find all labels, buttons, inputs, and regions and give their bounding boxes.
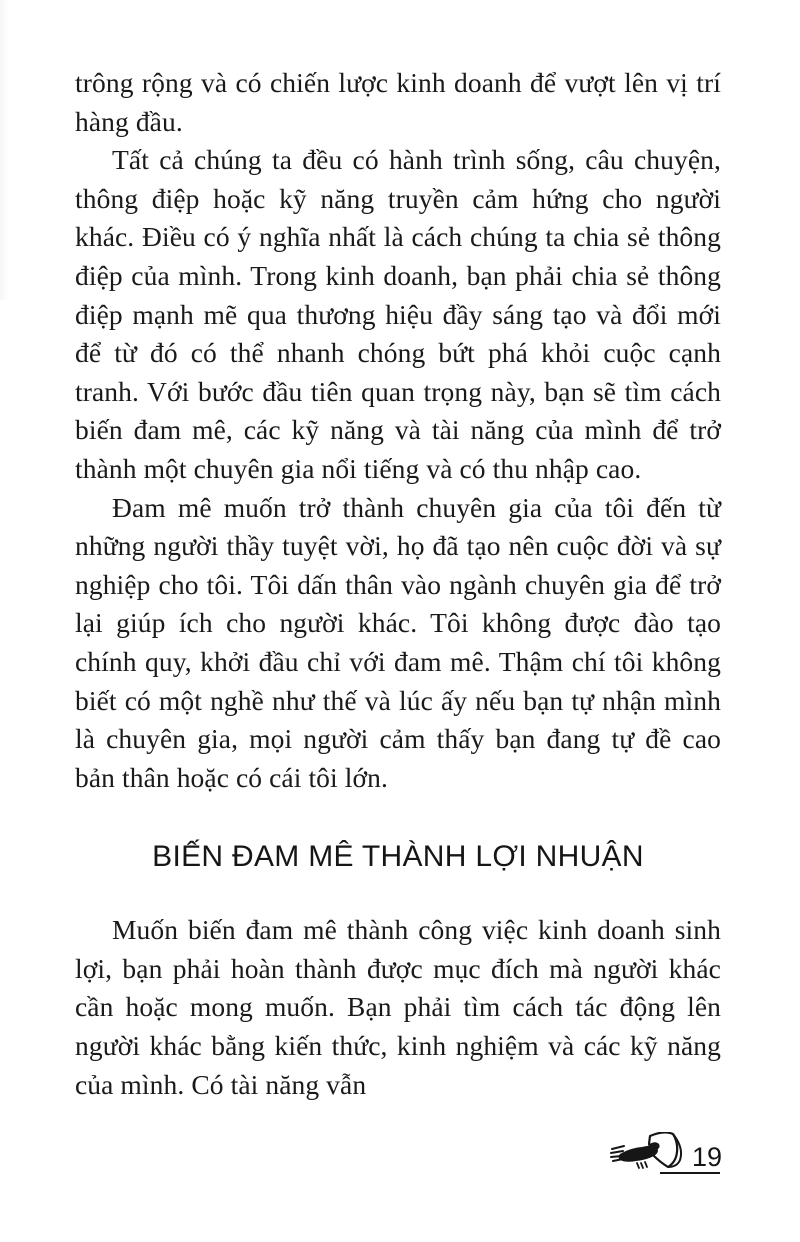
page-number: 19 (691, 1142, 722, 1172)
body-paragraph: Tất cả chúng ta đều có hành trình sống, câu chuyện, thông điệp hoặc kỹ năng truyền cảm hứng cho người khác. Điều có ý nghĩa nhất là cách chúng ta chia sẻ thông điệp của mình. Trong kinh doanh, bạn phải chia sẻ thông điệp mạnh mẽ qua thương hiệu đầy sáng tạo và đổi mới để từ đó có thể nhanh chóng bứt phá khỏi cuộc cạnh tranh. Với bước đầu tiên quan trọng này, bạn sẽ tìm cách biến đam mê, các kỹ năng và tài năng của mình để trở thành một chuyên gia nổi tiếng và có thu nhập cao. (75, 144, 721, 484)
page-text (75, 64, 721, 1104)
scan-edge-shadow (0, 0, 9, 300)
page-footer (610, 1130, 722, 1182)
body-paragraph: Muốn biến đam mê thành công việc kinh doanh sinh lợi, bạn phải hoàn thành được mục đích mà người khác cần hoặc mong muốn. Bạn phải tìm cách tác động lên người khác bằng kiến thức, kinh nghiệm và các kỹ năng của mình. Có tài năng vẫn (75, 914, 721, 1100)
footer-rule (660, 1172, 720, 1174)
body-paragraph: Đam mê muốn trở thành chuyên gia của tôi đến từ những người thầy tuyệt vời, họ đã tạo nên cuộc đời và sự nghiệp cho tôi. Tôi dấn thân vào ngành chuyên gia để trở lại giúp ích cho người khác. Tôi không được đào tạo chính quy, khởi đầu chỉ với đam mê. Thậm chí tôi không biết có một nghề như thế và lúc ấy nếu bạn tự nhận mình là chuyên gia, mọi người cảm thấy bạn đang tự đề cao bản thân hoặc có cái tôi lớn. (75, 491, 721, 793)
paragraph-continuation: trông rộng và có chiến lược kinh doanh để vượt lên vị trí hàng đầu. (75, 67, 721, 137)
section-heading: BIẾN ĐAM MÊ THÀNH LỢI NHUẬN (152, 840, 644, 874)
